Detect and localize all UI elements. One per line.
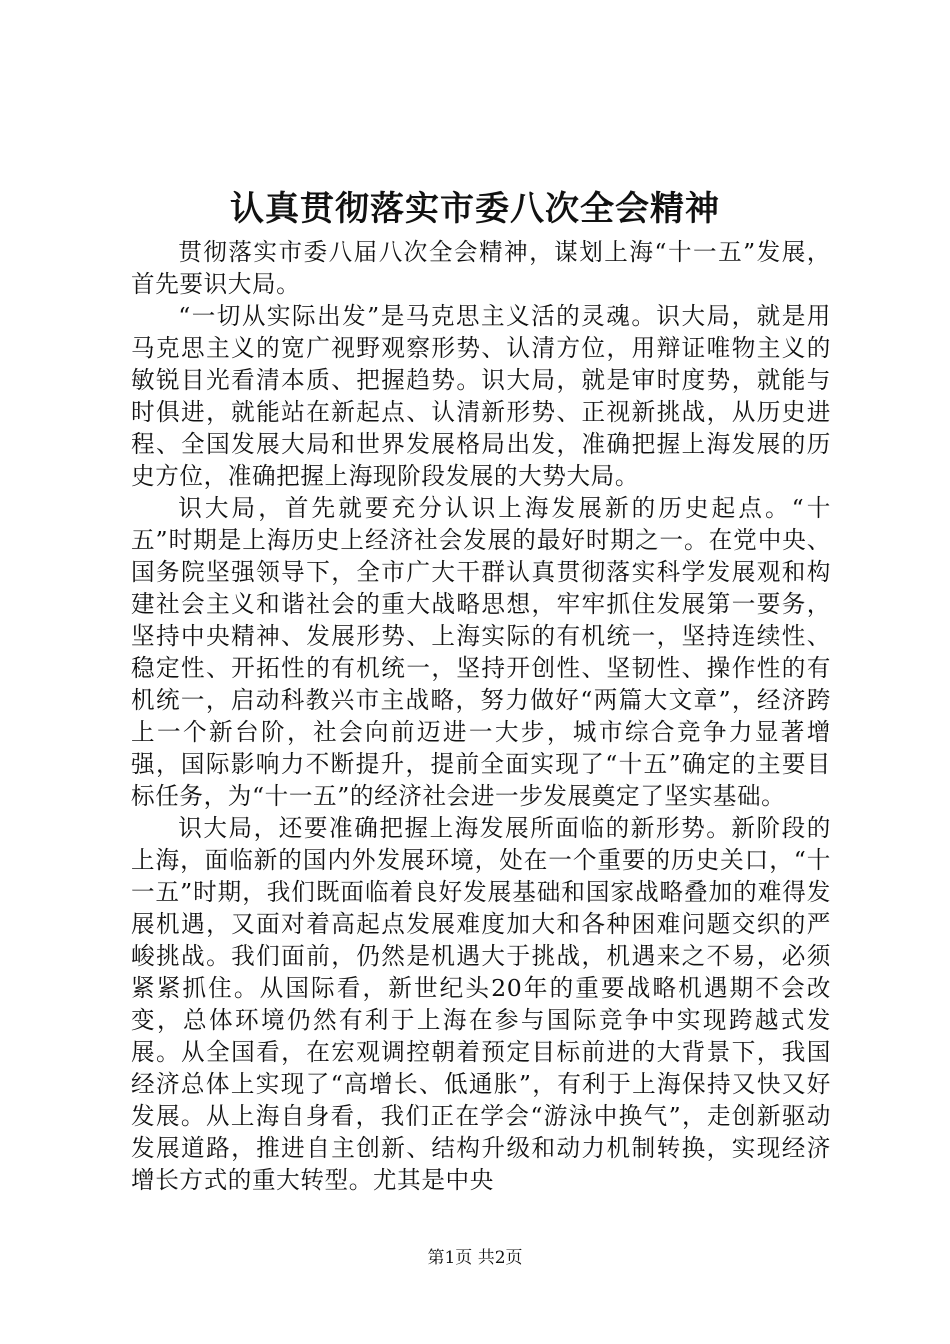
paragraph-3: 识大局，首先就要充分认识上海发展新的历史起点。“十五”时期是上海历史上经济社会发展的最好时期之一。在党中央、国务院坚强领导下，全市广大干群认真贯彻落实科学发展观和构建社会主义和谐社会的重大战略思想，牢牢抓住发展第一要务，坚持中央精神、发展形势、上海实际的有机统一，坚持连续性、稳定性、开拓性的有机统一，坚持开创性、坚韧性、操作性的有机统一，启动科教兴市主战略，努力做好“两篇大文章”，经济跨上一个新台阶，社会向前迈进一大步，城市综合竞争力显著增强，国际影响力不断提升，提前全面实现了“十五”确定的主要目标任务，为“十一五”的经济社会进一步发展奠定了坚实基础。 — [131, 494, 831, 810]
page-number-footer: 第1页 共2页 — [427, 1248, 523, 1268]
document-title: 认真贯彻落实市委八次全会精神 — [230, 189, 720, 229]
paragraph-2: “一切从实际出发”是马克思主义活的灵魂。识大局，就是用马克思主义的宽广视野观察形势、认清方位，用辩证唯物主义的敏锐目光看清本质、把握趋势。识大局，就是审时度势，就能与时俱进，就能站在新起点、认清新形势、正视新挑战，从历史进程、全国发展大局和世界发展格局出发，准确把握上海发展的历史方位，准确把握上海现阶段发展的大势大局。 — [131, 302, 831, 490]
paragraph-1: 贯彻落实市委八届八次全会精神，谋划上海“十一五”发展，首先要识大局。 — [131, 238, 831, 298]
paragraph-4: 识大局，还要准确把握上海发展所面临的新形势。新阶段的上海，面临新的国内外发展环境，处在一个重要的历史关口，“十一五”时期，我们既面临着良好发展基础和国家战略叠加的难得发展机遇，又面对着高起点发展难度加大和各种困难问题交织的严峻挑战。我们面前，仍然是机遇大于挑战，机遇来之不易，必须紧紧抓住。从国际看，新世纪头20年的重要战略机遇期不会改变，总体环境仍然有利于上海在参与国际竞争中实现跨越式发展。从全国看，在宏观调控朝着预定目标前进的大背景下，我国经济总体上实现了“高增长、低通胀”，有利于上海保持又快又好发展。从上海自身看，我们正在学会“游泳中换气”，走创新驱动发展道路，推进自主创新、结构升级和动力机制转换，实现经济增长方式的重大转型。尤其是中央 — [131, 814, 831, 1194]
document-body — [131, 236, 831, 1196]
